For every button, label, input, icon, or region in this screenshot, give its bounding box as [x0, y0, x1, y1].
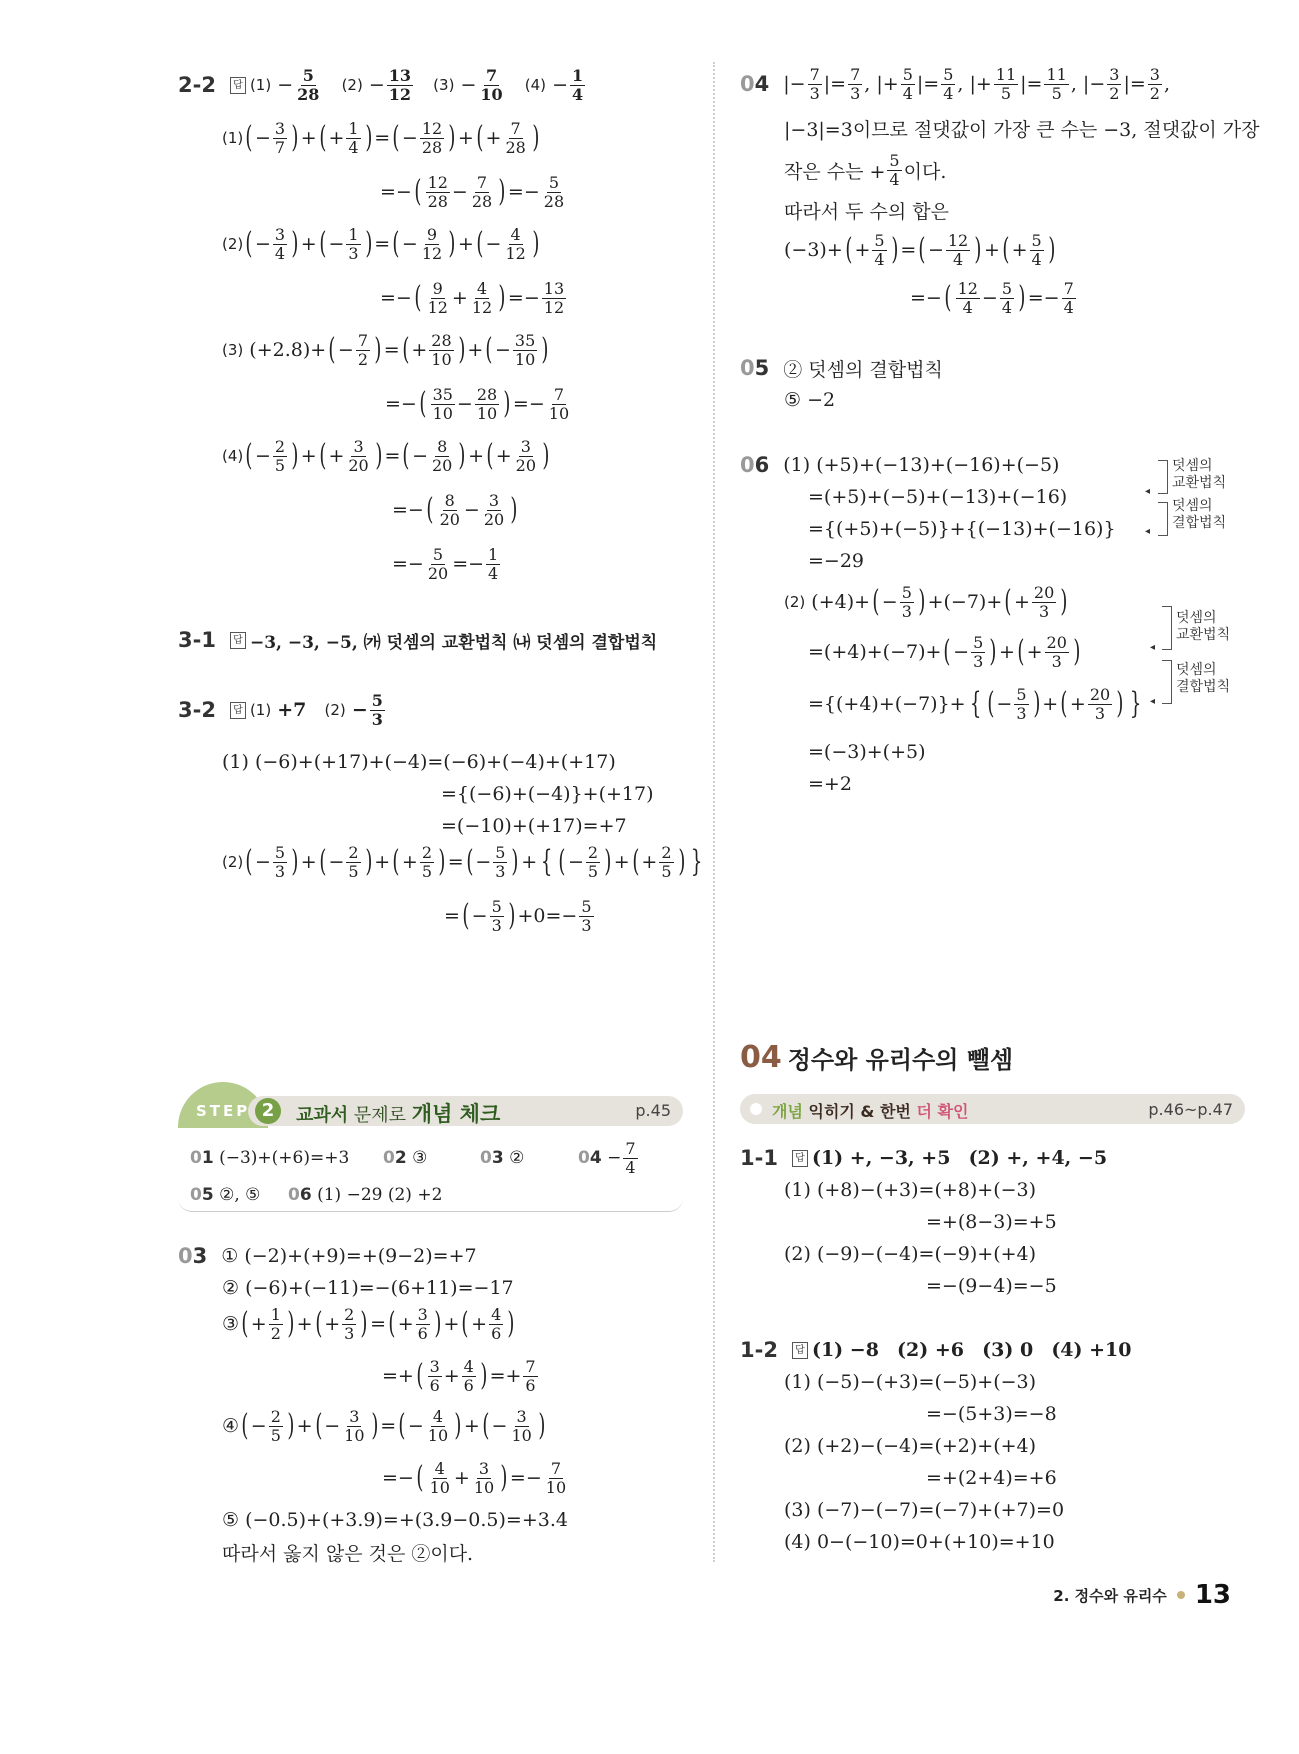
bracket-line [1158, 502, 1168, 536]
equation-line: =(+5)+(−5)+(−13)+(−16) [808, 486, 1068, 508]
answer-mark-icon: 답 [230, 632, 246, 649]
note-commutative: 덧셈의 교환법칙 [1176, 610, 1231, 643]
problem-3-2-header: 3-2 답 (1) +7 (2) − $\frac{5}{3}$ [178, 690, 383, 729]
equation-line: =− ( $\frac{35}{10}$ − $\frac{28}{10}$ ) =− $\frac{7}{10}$ [385, 384, 570, 423]
equation-line: (2) (+2)−(−4)=(+2)+(+4) [784, 1435, 1037, 1457]
problem-3-1-header: 3-1 답 −3, −3, −5, ㈎ 덧셈의 교환법칙 ㈏ 덧셈의 결합법칙 [178, 628, 658, 653]
arrow-left-icon: ◂ [1145, 526, 1151, 537]
equation-line: ⑤ (−0.5)+(+3.9)=+(3.9−0.5)=+3.4 [222, 1509, 568, 1531]
equation-line: =− ( $\frac{4}{10}$ + $\frac{3}{10}$ ) =− $\frac{7}{10}$ [382, 1458, 567, 1497]
chapter-title: 2. 정수와 유리수 [1053, 1586, 1167, 1605]
step-number-badge: 2 [255, 1098, 281, 1124]
equation-line: =− ( $\frac{8}{20}$ − $\frac{3}{20}$ ) [392, 490, 518, 529]
equation-line: =(−10)+(+17)=+7 [441, 815, 627, 837]
equation-line: (3) (+2.8)+ ( − $\frac{7}{2}$ ) = ( + $\frac{28}{10}$ ) + ( − $\frac{35}{10}$ ) [222, 330, 549, 369]
step2-answer-02: 02 ③ [383, 1148, 428, 1168]
step-title: 교과서 문제로 개념 체크 [296, 1102, 501, 1126]
step2-answer-04: 04 − $\frac{7}{4}$ [578, 1138, 636, 1177]
answer-mark-icon: 답 [230, 77, 246, 94]
step2-banner: STEP 2 교과서 문제로 개념 체크 p.45 [178, 1092, 683, 1128]
page-number: 13 [1194, 1580, 1231, 1610]
equation-line: =−(5+3)=−8 [926, 1403, 1057, 1425]
bracket-line [1162, 660, 1172, 704]
problem-04: 04 |− $\frac{7}{3}$ |= $\frac{7}{3}$ , |+ $\frac{5}{4}$ |= $\frac{5}{4}$ , |+ $\frac{11}{5}$ |= $\frac{11}{5}$ , |− $\frac{3}{2}$ |= $\frac{3}{2}$ , [740, 64, 1170, 103]
problem-label: 2-2 [178, 73, 216, 97]
equation-line: =(+4)+(−7)+ ( − $\frac{5}{3}$ ) + ( + $\frac{20}{3}$ ) [808, 632, 1081, 671]
equation-line: (2) ( − $\frac{3}{4}$ ) + ( − $\frac{1}{3}$ ) = ( − $\frac{9}{12}$ ) + ( − $\frac{4}{12}$ ) [222, 224, 540, 263]
equation-line: (3) (−7)−(−7)=(−7)+(+7)=0 [784, 1499, 1065, 1521]
column-divider [713, 62, 715, 1562]
note-associative: 덧셈의 결합법칙 [1172, 498, 1227, 531]
equation-line: =−29 [808, 550, 865, 572]
equation-line: =−(9−4)=−5 [926, 1275, 1057, 1297]
problem-1-1-header: 1-1 답 (1) +, −3, +5 (2) +, +4, −5 [740, 1146, 1108, 1170]
equation-line: ② (−6)+(−11)=−(6+11)=−17 [222, 1277, 514, 1299]
equation-line: ={(+4)+(−7)}+ { ( − $\frac{5}{3}$ ) + ( + $\frac{20}{3}$ ) } [808, 684, 1142, 723]
answer-mark-icon: 답 [792, 1150, 808, 1167]
concept-bar: 개념 익히기 & 한번 더 확인 p.46~p.47 [740, 1094, 1245, 1124]
equation-line: (4) 0−(−10)=0+(+10)=+10 [784, 1531, 1055, 1553]
step2-answer-03: 03 ② [480, 1148, 525, 1168]
arrow-left-icon: ◂ [1150, 696, 1156, 707]
equation-line: ④ ( − $\frac{2}{5}$ ) + ( − $\frac{3}{10}$ ) = ( − $\frac{4}{10}$ ) + ( − $\frac{3}{10}$ ) [222, 1406, 546, 1445]
equation-line: (1) (−5)−(+3)=(−5)+(−3) [784, 1371, 1037, 1393]
problem-2-2-header: 2-2 답 (1) − $\frac{5}{28}$ (2) − $\frac{13}{12}$ (3) − $\frac{7}{10}$ (4) − $\frac{1}{4}$ [178, 65, 584, 104]
step-page-ref: p.45 [635, 1101, 671, 1120]
problem-06: 06 (1) (+5)+(−13)+(−16)+(−5) [740, 453, 1060, 477]
text-line: |−3|=3이므로 절댓값이 가장 큰 수는 −3, 절댓값이 가장 [784, 118, 1260, 141]
text-line: 작은 수는 + $\frac{5}{4}$ 이다. [784, 150, 947, 189]
equation-line: =(−3)+(+5) [808, 741, 926, 763]
equation-line: =− $\frac{5}{20}$ =− $\frac{1}{4}$ [392, 544, 499, 583]
equation-line: =− ( $\frac{9}{12}$ + $\frac{4}{12}$ ) =− $\frac{13}{12}$ [380, 278, 565, 317]
equation-line: (2) (+4)+ ( − $\frac{5}{3}$ ) +(−7)+ ( + $\frac{20}{3}$ ) [784, 582, 1068, 621]
equation-line: (1) ( − $\frac{3}{7}$ ) + ( + $\frac{1}{4}$ ) = ( − $\frac{12}{28}$ ) + ( + $\frac{7}{28}$ ) [222, 118, 540, 157]
equation-line: (−3)+ ( + $\frac{5}{4}$ ) = ( − $\frac{12}{4}$ ) + ( + $\frac{5}{4}$ ) [784, 230, 1056, 269]
equation-line: =− ( $\frac{12}{4}$ − $\frac{5}{4}$ ) =− $\frac{7}{4}$ [910, 278, 1074, 317]
equation-line: =− ( $\frac{12}{28}$ − $\frac{7}{28}$ ) =− $\frac{5}{28}$ [380, 172, 565, 211]
bullet-icon [750, 1103, 762, 1115]
answer-mark-icon: 답 [792, 1342, 808, 1359]
equation-line: =+ ( $\frac{3}{6}$ + $\frac{4}{6}$ ) =+ $\frac{7}{6}$ [382, 1356, 536, 1395]
step2-answers-row1: 01 (−3)+(+6)=+3 [190, 1148, 350, 1168]
note-commutative: 덧셈의 교환법칙 [1172, 458, 1227, 491]
equation-line: (1) (−6)+(+17)+(−4)=(−6)+(−4)+(+17) [222, 751, 616, 773]
equation-line: ③ ( + $\frac{1}{2}$ ) + ( + $\frac{2}{3}$ ) = ( + $\frac{3}{6}$ ) + ( + $\frac{4}{6}$ ) [222, 1304, 515, 1343]
problem-05: 05 ② 덧셈의 결합법칙 [740, 356, 943, 381]
text-line: ⑤ −2 [784, 389, 836, 411]
bracket-line [1162, 606, 1172, 650]
bracket-line [1158, 460, 1168, 494]
text-line: 따라서 두 수의 합은 [784, 200, 949, 223]
equation-line: (4) ( − $\frac{2}{5}$ ) + ( + $\frac{3}{20}$ ) = ( − $\frac{8}{20}$ ) + ( + $\frac{3}{20}$ ) [222, 436, 550, 475]
equation-line: =+(8−3)=+5 [926, 1211, 1057, 1233]
equation-line: =+(2+4)=+6 [926, 1467, 1057, 1489]
footer-dot-icon [1177, 1591, 1185, 1599]
page-footer [1053, 1580, 1231, 1610]
equation-line: (2) ( − $\frac{5}{3}$ ) + ( − $\frac{2}{5}$ ) + ( + $\frac{2}{5}$ ) = ( − $\frac{5}{3}$ ) + { ( − $\frac{2}{5}$ ) + ( + $\frac{2}{5}$ ) } [222, 842, 703, 881]
problem-03: 03 ① (−2)+(+9)=+(9−2)=+7 [178, 1244, 477, 1268]
step2-answer-06: 06 (1) −29 (2) +2 [288, 1185, 443, 1205]
section-title: 04 정수와 유리수의 뺄셈 [740, 1040, 1014, 1075]
step2-answer-05: 05 ②, ⑤ [190, 1185, 261, 1205]
equation-line: = ( − $\frac{5}{3}$ ) +0=− $\frac{5}{3}$ [444, 896, 592, 935]
problem-1-2-header: 1-2 답 (1) −8 (2) +6 (3) 0 (4) +10 [740, 1338, 1132, 1362]
answer-mark-icon: 답 [230, 702, 246, 719]
equation-line: (2) (−9)−(−4)=(−9)+(+4) [784, 1243, 1037, 1265]
conclusion-text: 따라서 옳지 않은 것은 ②이다. [222, 1542, 474, 1565]
arrow-left-icon: ◂ [1150, 642, 1156, 653]
equation-line: ={(−6)+(−4)}+(+17) [441, 783, 654, 805]
equation-line: =+2 [808, 773, 852, 795]
equation-line: (1) (+8)−(+3)=(+8)+(−3) [784, 1179, 1037, 1201]
note-associative: 덧셈의 결합법칙 [1176, 662, 1231, 695]
arrow-left-icon: ◂ [1145, 486, 1151, 497]
equation-line: ={(+5)+(−5)}+{(−13)+(−16)} [808, 518, 1116, 540]
